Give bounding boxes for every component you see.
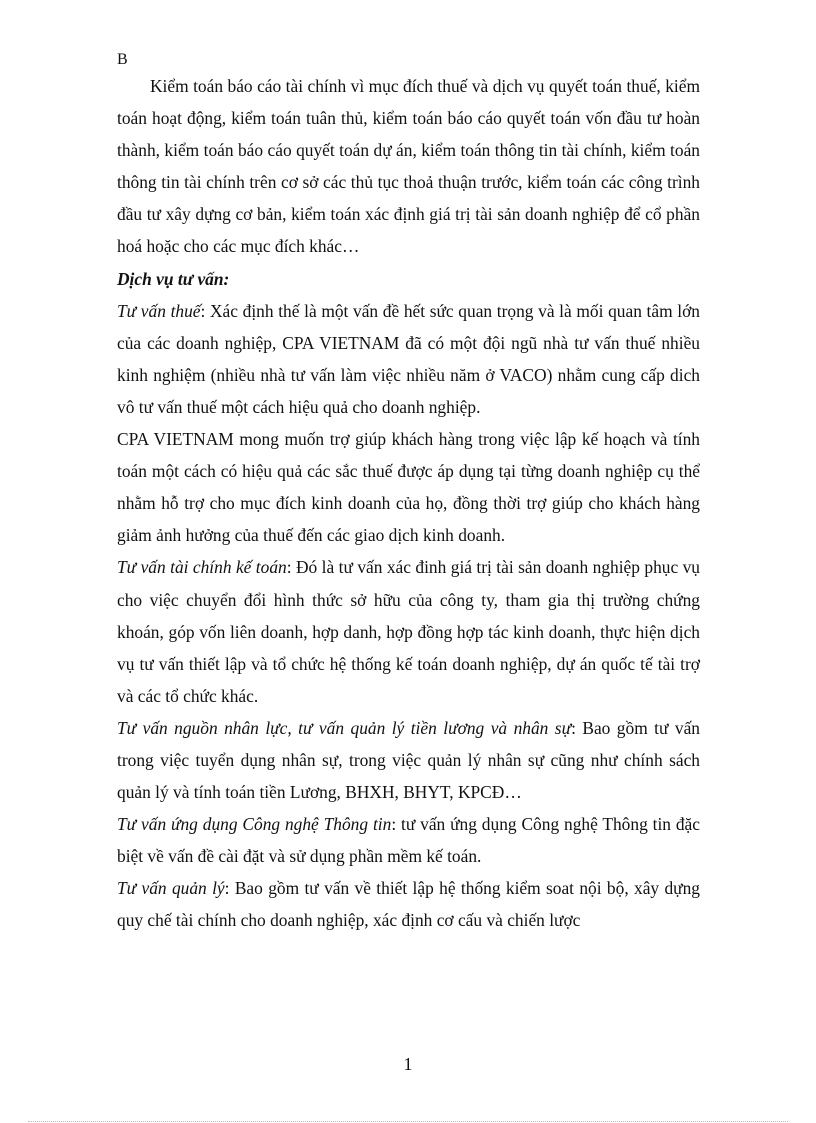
management-consulting-paragraph — [117, 872, 700, 936]
footer-divider — [28, 1121, 788, 1122]
cpa-support-paragraph: CPA VIETNAM mong muốn trợ giúp khách hàng trong việc lập kế hoạch và tính toán một cách có hiệu quả các sắc thuế được áp dụng tại từng doanh nghiệp cụ thể nhằm hỗ trợ cho mục đích kinh doanh của họ, đồng thời trợ giúp cho khách hàng giảm ảnh hưởng của thuế đến các giao dịch kinh doanh. — [117, 429, 700, 546]
page-content — [117, 50, 700, 937]
hr-consulting-term: Tư vấn nguồn nhân lực, tư vấn quản lý tiền lương và nhân sự — [117, 717, 572, 738]
tax-consulting-text: : Xác định thế là một vấn đề hết sức quan trọng và là mối quan tâm lớn của các doanh nghiệp, CPA VIETNAM đã có một đội ngũ nhà tư vấn thuế nhiều kinh nghiệm (nhiều nhà tư vấn làm việc nhiều năm ở VACO) nhằm cung cấp dich vô tư vấn thuế một cách hiệu quả cho doanh nghiệp. — [117, 300, 700, 417]
management-consulting-term: Tư vấn quản lý — [117, 878, 225, 899]
it-consulting-text: : tư vấn ứng dụng Công nghệ Thông tin đặc biệt về vấn đề cài đặt và sử dụng phần mềm kế toán. — [117, 814, 700, 867]
section-marker: B — [117, 51, 128, 68]
finance-consulting-paragraph — [117, 551, 700, 711]
finance-consulting-text: : Đó là tư vấn xác đinh giá trị tài sản doanh nghiệp phục vụ cho việc chuyển đổi hình thức sở hữu của công ty, tham gia thị trường chứng khoán, góp vốn liên doanh, hợp danh, hợp đồng hợp tác kinh doanh, thực hiện dịch vụ tư vấn thiết lập và tổ chức hệ thống kế toán doanh nghiệp, dự án quốc tế tài trợ và các tổ chức khác. — [117, 557, 700, 706]
finance-consulting-term: Tư vấn tài chính kế toán — [117, 557, 287, 578]
hr-consulting-text: : Bao gồm tư vấn trong việc tuyển dụng nhân sự, trong việc quản lý nhân sự cũng như chính sách quản lý và tính toán tiền Lương, BHXH, BHYT, KPCĐ… — [117, 717, 700, 803]
it-consulting-paragraph — [117, 808, 700, 872]
hr-consulting-paragraph — [117, 712, 700, 808]
page-number: 1 — [403, 1054, 413, 1074]
it-consulting-term: Tư vấn ứng dụng Công nghệ Thông tin — [117, 814, 392, 835]
tax-consulting-paragraph — [117, 295, 700, 423]
audit-services-paragraph: Kiểm toán báo cáo tài chính vì mục đích thuế và dịch vụ quyết toán thuế, kiểm toán hoạt động, kiểm toán tuân thủ, kiểm toán báo cáo quyết toán vốn đầu tư hoàn thành, kiểm toán báo cáo quyết toán dự án, kiểm toán thông tin tài chính, kiểm toán thông tin tài chính trên cơ sở các thủ tục thoả thuận trước, kiểm toán các công trình đầu tư xây dựng cơ bản, kiểm toán xác định giá trị tài sản doanh nghiệp để cổ phần hoá hoặc cho các mục đích khác… — [117, 76, 700, 257]
management-consulting-text: : Bao gồm tư vấn về thiết lập hệ thống kiểm soat nội bộ, xây dựng quy chế tài chính cho doanh nghiệp, xác định cơ cấu và chiến lược — [117, 878, 700, 931]
tax-consulting-term: Tư vấn thuế — [117, 300, 201, 321]
consulting-services-heading: Dịch vụ tư vấn: — [117, 268, 230, 289]
